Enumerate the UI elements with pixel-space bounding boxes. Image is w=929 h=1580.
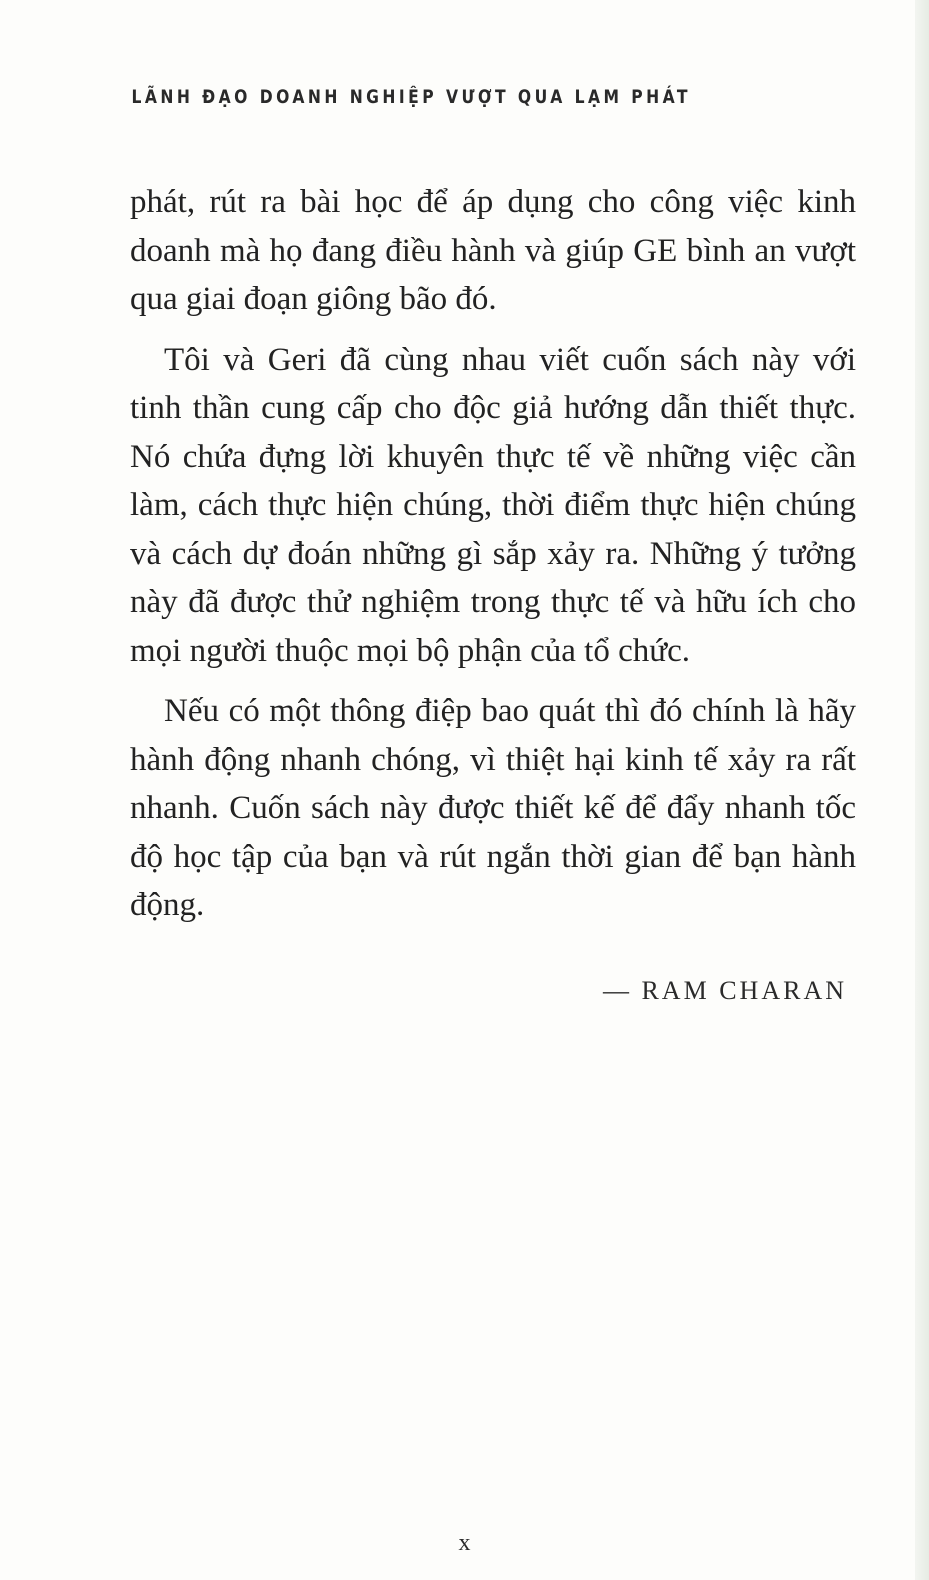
running-head: LÃNH ĐẠO DOANH NGHIỆP VƯỢT QUA LẠM PHÁT [131,86,691,108]
author-signature: — RAM CHARAN [602,976,847,1005]
page-edge [915,0,929,1580]
paragraph-purpose: Tôi và Geri đã cùng nhau viết cuốn sách này với tinh thần cung cấp cho độc giả hướng dẫn thiết thực. Nó chứa đựng lời khuyên thực tế về những việc cần làm, cách thực hiện chúng, thời điểm thực hiện chúng và cách dự đoán những gì sắp xảy ra. Những ý tưởng này đã được thử nghiệm trong thực tế và hữu ích cho mọi người thuộc mọi bộ phận của tổ chức. [130,341,856,669]
body-text [130,178,856,930]
paragraph-continuation: phát, rút ra bài học để áp dụng cho công việc kinh doanh mà họ đang điều hành và giúp GE bình an vượt qua giai đoạn giông bão đó. [130,184,856,317]
page-number: x [458,1530,471,1556]
paragraph-message: Nếu có một thông điệp bao quát thì đó chính là hãy hành động nhanh chóng, vì thiệt hại kinh tế xảy ra rất nhanh. Cuốn sách này được thiết kế để đẩy nhanh tốc độ học tập của bạn và rút ngắn thời gian để bạn hành động. [130,693,856,923]
